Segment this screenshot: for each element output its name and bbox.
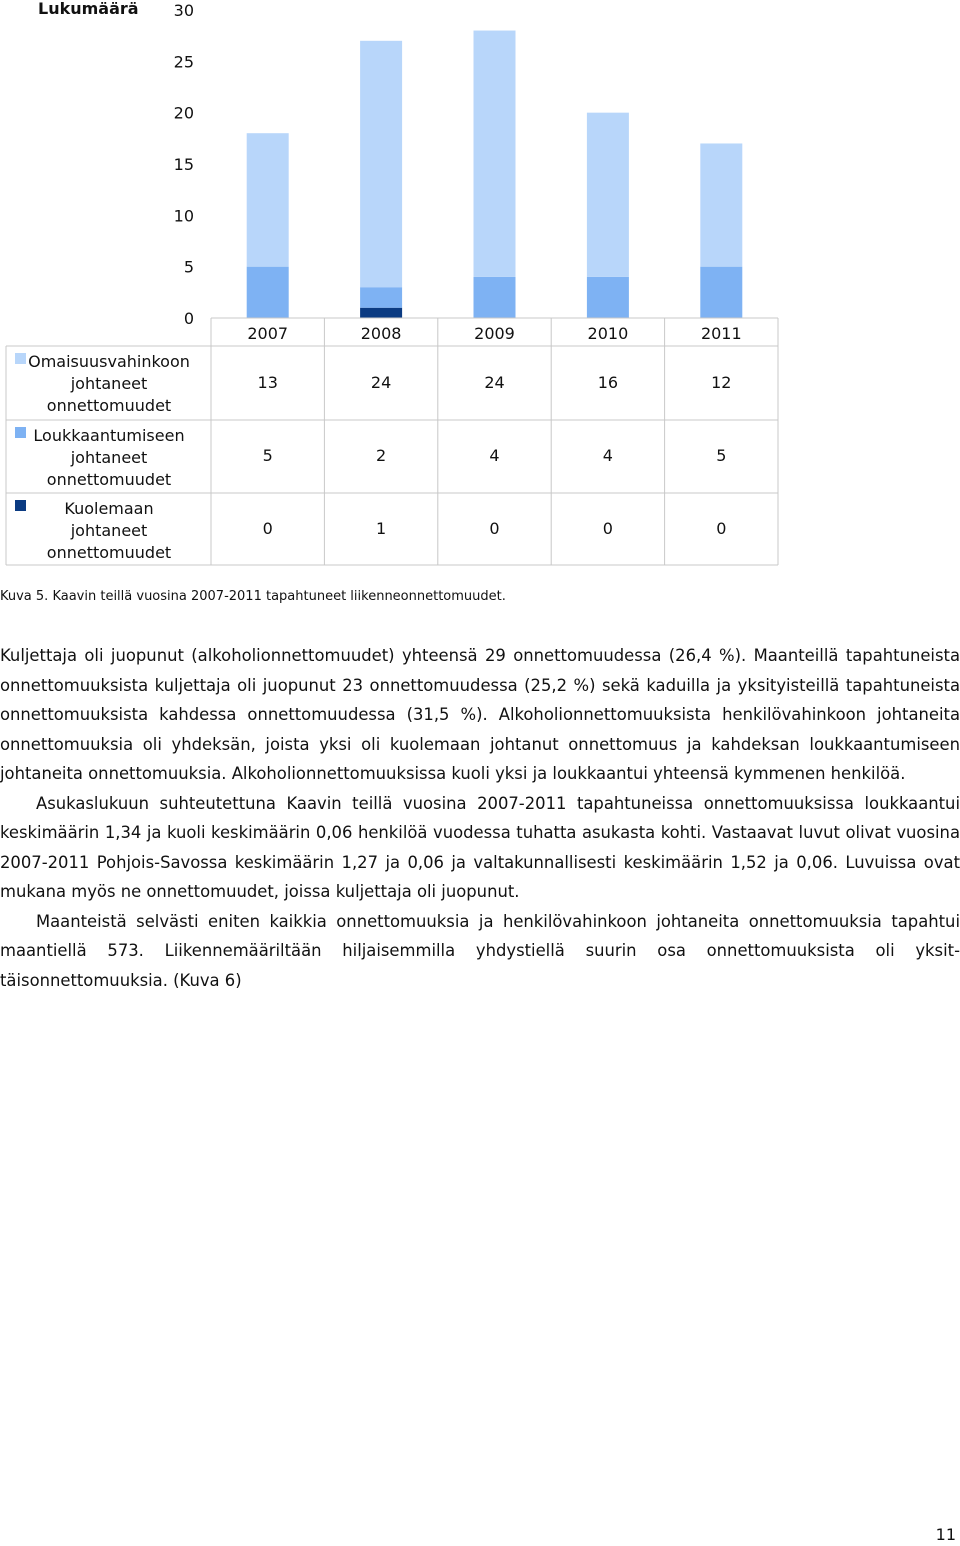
paragraph-3: Maanteistä selvästi eniten kaikkia onnettomuuksia ja henkilövahinkoon johtaneita onnettomuuksia tapahtui maantiellä 573. Liikennemääriltään hiljaisemmilla yhdystiellä suurin osa onnettomuuksista oli yksittäisonnettomuuksia. (Kuva 6) (0, 911, 960, 990)
y-axis-ticks (174, 1, 194, 328)
legend-label: johtaneet (70, 448, 148, 467)
legend-label: Omaisuusvahinkoon (28, 352, 190, 371)
data-table-values (247, 324, 741, 538)
bar-2011-series-0 (700, 143, 742, 266)
y-tick-label: 25 (173, 52, 194, 72)
x-category-label: 2008 (360, 324, 402, 343)
legend-label: onnettomuudet (46, 543, 172, 562)
bar-2009-series-0 (474, 31, 516, 277)
bar-2008-series-2 (360, 308, 402, 318)
y-tick-label: 0 (183, 309, 194, 328)
bar-2009-series-1 (474, 277, 516, 318)
bar-2008-series-1 (360, 287, 402, 308)
x-category-label: 2009 (474, 324, 515, 343)
legend (15, 352, 190, 562)
legend-label: Kuolemaan (64, 499, 154, 518)
y-tick-label: 30 (173, 1, 194, 20)
bar-chart (0, 0, 960, 575)
table-value: 4 (489, 446, 500, 465)
paragraph-2: Asukaslukuun suhteutettuna Kaavin teillä vuosina 2007-2011 tapahtuneissa onnettomuuksissa loukkaantui keskimäärin 1,34 ja kuoli keskimäärin 0,06 henkilöä vuodessa tuhatta asukasta kohti. Vastaavat luvut olivat vuosina 2007-2011 Pohjois-Savossa keskimäärin 1,27 ja 0,06 ja valtakunnallisesti keskimäärin 1,52 ja 0,06. Luvuissa ovat mukana myös ne onnettomuudet, joissa kuljettaja oli juopunut. (0, 793, 960, 901)
table-value: 16 (597, 373, 619, 392)
x-category-label: 2010 (587, 324, 629, 343)
body-text (0, 641, 960, 995)
y-tick-label: 20 (173, 103, 194, 123)
legend-label: Loukkaantumiseen (33, 426, 185, 445)
y-tick-label: 10 (173, 206, 194, 226)
legend-label: onnettomuudet (46, 470, 172, 489)
y-axis-label: Lukumäärä (38, 0, 139, 18)
y-tick-label: 15 (173, 155, 194, 174)
bar-2007-series-0 (247, 133, 289, 266)
table-value: 5 (716, 446, 727, 465)
legend-label: johtaneet (70, 374, 148, 393)
x-category-label: 2011 (700, 324, 742, 343)
bar-2011-series-1 (700, 267, 742, 318)
figure-caption: Kuva 5. Kaavin teillä vuosina 2007-2011 tapahtuneet liikenneonnettomuudet. (0, 589, 506, 604)
paragraph-1: Kuljettaja oli juopunut (alkoholionnettomuudet) yhteensä 29 onnettomuudessa (26,4 %). Maanteillä tapahtuneista onnettomuuksista kuljettaja oli juopunut 23 onnettomuudessa (25,2 %) sekä kaduilla ja yksityisteillä tapahtuneista onnettomuuksista kahdessa onnettomuudessa (31,5 %). Alkoholionnettomuuksista henkilövahinkoon johtaneita onnettomuuksia oli yhdeksän, joista yksi oli kuolemaan johtanut onnettomuus ja kahdeksan loukkaantumiseen johtaneita onnettomuuksia. Alkoholionnettomuuksissa kuoli yksi ja loukkaantui yhteensä kymmenen henkilöä. (0, 646, 960, 783)
x-category-label: 2007 (247, 324, 289, 343)
table-value: 12 (711, 373, 732, 392)
y-tick-label: 5 (183, 257, 194, 277)
table-value: 5 (262, 446, 273, 465)
legend-swatch (15, 353, 26, 364)
bar-2010-series-1 (587, 277, 629, 318)
bar-2010-series-0 (587, 113, 629, 277)
table-value: 0 (489, 519, 500, 538)
table-value: 0 (602, 519, 613, 538)
legend-swatch (15, 427, 26, 438)
bar-2008-series-0 (360, 41, 402, 287)
bars-group (247, 31, 743, 318)
table-value: 0 (716, 519, 727, 538)
legend-swatch (15, 500, 26, 511)
page-number: 11 (935, 1525, 956, 1544)
legend-label: onnettomuudet (46, 396, 172, 415)
table-value: 4 (602, 446, 613, 465)
table-value: 24 (370, 373, 392, 392)
table-value: 0 (262, 519, 273, 538)
table-value: 2 (376, 446, 387, 465)
table-value: 1 (376, 519, 387, 538)
legend-label: johtaneet (70, 521, 148, 540)
table-value: 13 (257, 373, 278, 392)
table-value: 24 (484, 373, 505, 392)
bar-2007-series-1 (247, 267, 289, 318)
